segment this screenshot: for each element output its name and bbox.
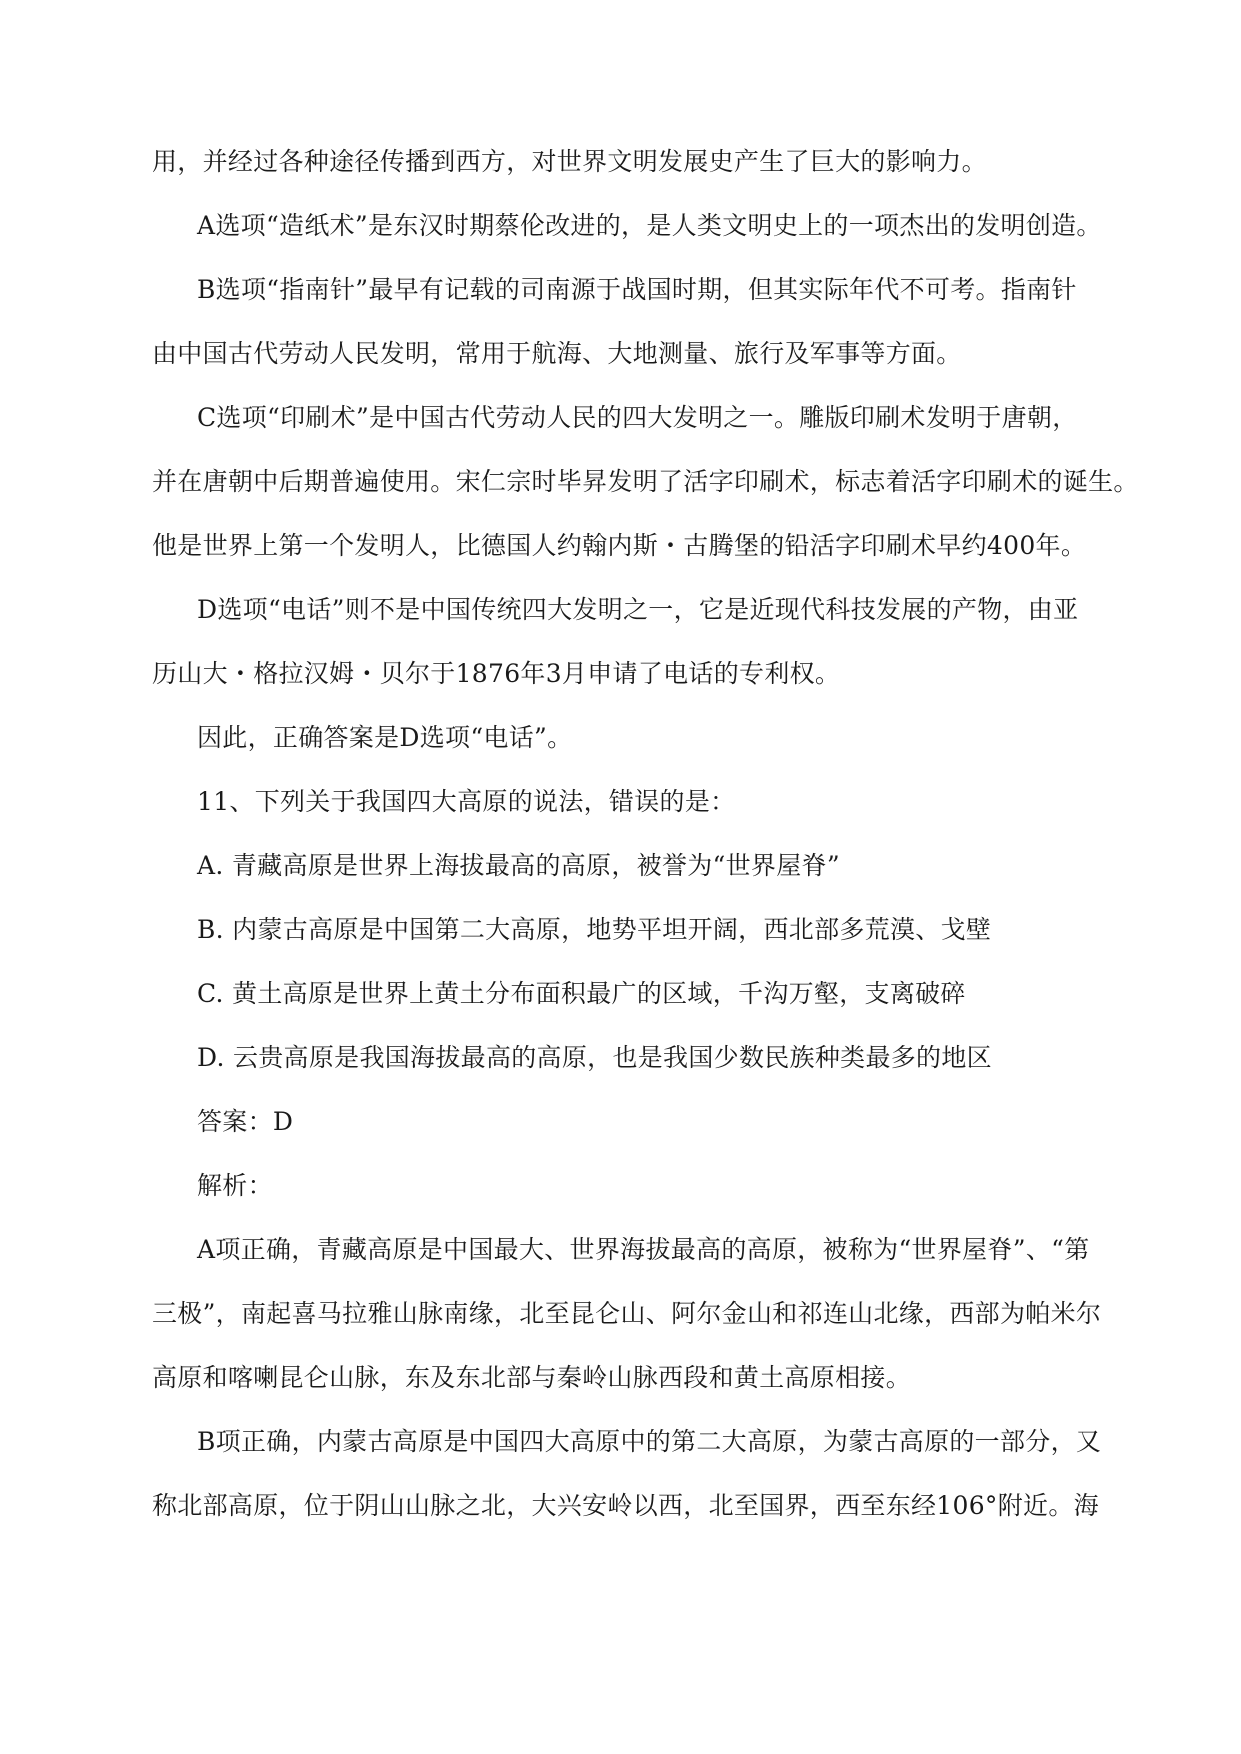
question-11: 11、下列关于我国四大高原的说法，错误的是： [197,787,736,816]
text-line: 高原和喀喇昆仑山脉，东及东北部与秦岭山脉西段和黄土高原相接。 [152,1363,912,1392]
answer-conclusion: 因此，正确答案是D选项“电话”。 [197,723,573,752]
text-line: 用，并经过各种途径传播到西方，对世界文明发展史产生了巨大的影响力。 [152,147,987,176]
text-line: A选项“造纸术”是东汉时期蔡伦改进的，是人类文明史上的一项杰出的发明创造。 [197,211,1102,240]
option-d: D. 云贵高原是我国海拔最高的高原，也是我国少数民族种类最多的地区 [197,1043,992,1072]
text-line: 他是世界上第一个发明人，比德国人约翰内斯・古腾堡的铅活字印刷术早约400年。 [152,531,1087,560]
text-line: B选项“指南针”最早有记载的司南源于战国时期，但其实际年代不可考。指南针 [197,275,1077,304]
text-line: 由中国古代劳动人民发明，常用于航海、大地测量、旅行及军事等方面。 [152,339,962,368]
text-line: 三极”，南起喜马拉雅山脉南缘，北至昆仑山、阿尔金山和祁连山北缘，西部为帕米尔 [152,1299,1102,1328]
text-line: D选项“电话”则不是中国传统四大发明之一，它是近现代科技发展的产物，由亚 [197,595,1079,624]
analysis-label: 解析： [197,1171,273,1200]
text-line: 称北部高原，位于阴山山脉之北，大兴安岭以西，北至国界，西至东经106°附近。海 [152,1491,1099,1520]
text-line: 并在唐朝中后期普遍使用。宋仁宗时毕昇发明了活字印刷术，标志着活字印刷术的诞生。 [152,467,1139,496]
answer-label: 答案：D [197,1107,294,1136]
option-b: B. 内蒙古高原是中国第二大高原，地势平坦开阔，西北部多荒漠、戈壁 [197,915,992,944]
text-line: 历山大・格拉汉姆・贝尔于1876年3月申请了电话的专利权。 [152,659,841,688]
text-line: C选项“印刷术”是中国古代劳动人民的四大发明之一。雕版印刷术发明于唐朝， [197,403,1078,432]
option-a: A. 青藏高原是世界上海拔最高的高原，被誉为“世界屋脊” [197,851,840,880]
option-c: C. 黄土高原是世界上黄土分布面积最广的区域，千沟万壑，支离破碎 [197,979,966,1008]
text-line: B项正确，内蒙古高原是中国四大高原中的第二大高原，为蒙古高原的一部分，又 [197,1427,1102,1456]
text-line: A项正确，青藏高原是中国最大、世界海拔最高的高原，被称为“世界屋脊”、“第 [197,1235,1090,1264]
